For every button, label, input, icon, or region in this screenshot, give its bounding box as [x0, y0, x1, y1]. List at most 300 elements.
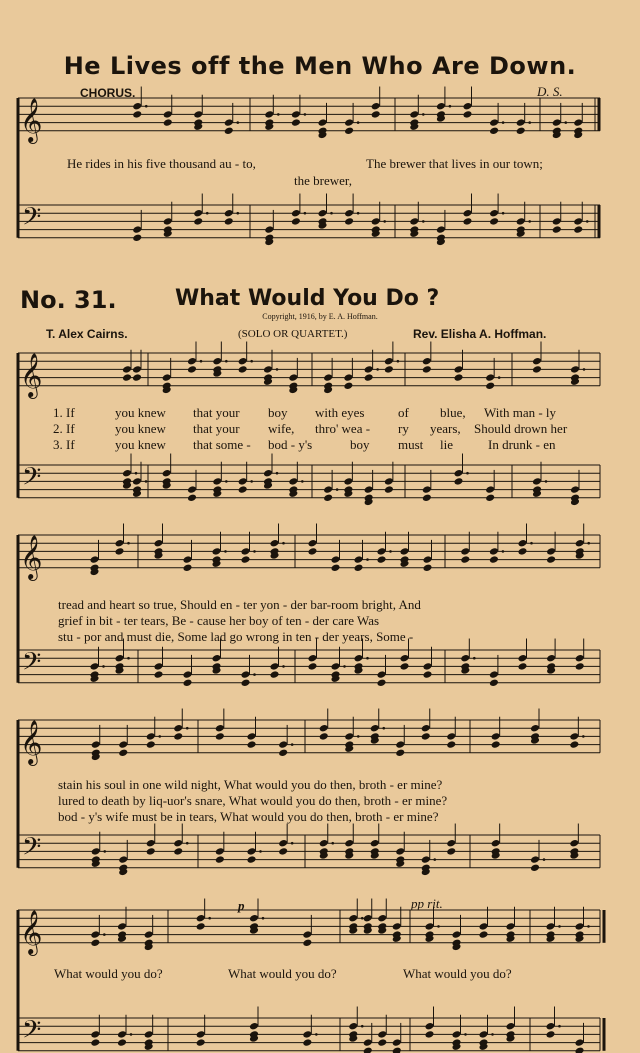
system-2-bass-note [354, 654, 364, 663]
system-1-bass-note-dot [545, 480, 548, 483]
system-4-bass-note-dot [361, 1025, 364, 1028]
system-2-treble-note [154, 539, 164, 548]
top-system-treble-note [193, 110, 203, 119]
system-4-bass-note [452, 1030, 462, 1039]
system-1-bass-clef: 𝄢 [22, 462, 42, 498]
top-system-treble-note [318, 118, 328, 127]
s2-verse1: tread and heart so true, Should en - ter yon - der bar-room bright, And [58, 597, 421, 612]
system-1-treble-note [212, 357, 222, 366]
system-2-treble-note [354, 564, 364, 573]
system-4-bass-note [302, 1030, 312, 1039]
system-3-treble-note [421, 724, 431, 733]
system-2-treble-note [377, 547, 387, 556]
system-1-bass-note [485, 485, 495, 494]
top-system-bass-note-dot [357, 212, 360, 215]
system-3-bass-note [530, 864, 540, 873]
system-4-bass-note [575, 1038, 585, 1047]
system-2-treble-note [546, 547, 556, 556]
system-1-treble-note [364, 365, 374, 374]
system-3-treble-note [146, 740, 156, 749]
system-4-treble-note [363, 914, 373, 923]
top-system-treble-note-dot [145, 105, 148, 108]
system-2-treble-note [308, 539, 318, 548]
system-1-bass-note-dot [135, 472, 138, 475]
top-system-treble-note [291, 118, 301, 127]
system-3-treble-note [173, 724, 183, 733]
system-3-bass-note-dot [543, 858, 546, 861]
system-2-treble-note-dot [224, 550, 227, 553]
top-system-treble-note [371, 102, 381, 111]
system-1-treble-note-dot [200, 360, 203, 363]
top-system-treble-note [224, 118, 234, 127]
system-4-treble-note [90, 930, 100, 939]
system-4-bass-note [425, 1022, 435, 1031]
system-3-treble-note [446, 740, 456, 749]
system-2-bass-note [154, 670, 164, 679]
system-4-bass-note-dot [464, 1033, 467, 1036]
system-1-treble-note [162, 373, 172, 382]
system-2-treble-note [241, 547, 251, 556]
chorus-label: CHORUS. [80, 86, 136, 100]
system-3-bass-note [370, 839, 380, 848]
system-3-treble-note-dot [158, 735, 161, 738]
system-3-bass-note [118, 855, 128, 864]
top-system-bass-note-dot [383, 220, 386, 223]
system-4-bass-note [575, 1047, 585, 1053]
system-2-treble-note-dot [530, 542, 533, 545]
system-1-treble-note [485, 373, 495, 382]
system-3-treble-note-dot [357, 735, 360, 738]
s1-v3-w1: you knew [115, 437, 166, 452]
system-3-bass-note [344, 839, 354, 848]
top-system-bass-note [489, 209, 499, 218]
system-2-treble-note-dot [502, 550, 505, 553]
s1-v2-w0: 2. If [53, 421, 75, 436]
top-system-bass-note [573, 225, 583, 234]
system-1-treble-note [532, 357, 542, 366]
system-3-treble-note [421, 732, 431, 741]
top-system-treble-note-dot [277, 113, 280, 116]
system-2-treble-note [115, 539, 125, 548]
s4-refrain-1: What would you do? [54, 966, 163, 981]
top-system-treble-note [132, 102, 142, 111]
system-2-bass-note-dot [282, 665, 285, 668]
system-2-bass-note-dot [127, 657, 130, 660]
system-1-bass-note [122, 469, 132, 478]
system-4-bass-note [249, 1022, 259, 1031]
top-system-bass-note [193, 217, 203, 226]
top-system-bass-note [371, 217, 381, 226]
system-3-treble-clef: 𝄞 [20, 719, 43, 764]
system-1-treble-note [422, 357, 432, 366]
s1-v3-w6: lie [440, 437, 453, 452]
top-system-treble-note-dot [528, 121, 531, 124]
song-title: What Would You Do ? [175, 286, 440, 311]
top-system-treble-note [436, 102, 446, 111]
system-4-treble-note [348, 914, 358, 923]
system-4-bass-note [377, 1030, 387, 1039]
system-1-bass-note [323, 494, 333, 503]
system-1-treble-note-dot [498, 376, 501, 379]
system-1-bass-note [132, 477, 142, 486]
system-3-treble-note [530, 724, 540, 733]
top-system-treble-note [409, 110, 419, 119]
system-1-treble-note-dot [583, 368, 586, 371]
system-4-bass-note [144, 1030, 154, 1039]
s1-v3-w2: that some - [193, 437, 251, 452]
s1-v2-w2: that your [193, 421, 240, 436]
system-1-bass-note-dot [145, 480, 148, 483]
system-2-treble-note [489, 555, 499, 564]
system-2-bass-note [183, 670, 193, 679]
top-system-bass-note-dot [502, 212, 505, 215]
system-4-treble-note [196, 922, 206, 931]
system-2-treble-note [489, 547, 499, 556]
system-3-bass-note [491, 839, 501, 848]
system-4-treble-note-dot [437, 925, 440, 928]
top-system-bass-note [516, 217, 526, 226]
top-system-bass-staff [18, 202, 600, 238]
s4-refrain-3: What would you do? [403, 966, 512, 981]
system-3-bass-note-dot [331, 842, 334, 845]
system-1-treble-note [485, 382, 495, 391]
system-2-bass-note [489, 670, 499, 679]
system-2-treble-note [183, 564, 193, 573]
system-1-bass-note [485, 494, 495, 503]
top-system-treble-note [291, 110, 301, 119]
system-2-treble-note [212, 547, 222, 556]
system-4-treble-note-dot [103, 933, 106, 936]
top-system-treble-note [224, 127, 234, 136]
system-4-treble-note [546, 922, 556, 931]
top-system-treble-note-dot [236, 121, 239, 124]
system-3-bass-note [173, 839, 183, 848]
system-4-treble-note [377, 914, 387, 923]
system-1-treble-note [263, 365, 273, 374]
system-3-treble-note [319, 724, 329, 733]
top-system-bass-note [224, 217, 234, 226]
system-3-bass-note [421, 855, 431, 864]
system-2-bass-note [241, 679, 251, 688]
s1-v2-w1: you knew [115, 421, 166, 436]
system-1-bass-note [238, 485, 248, 494]
top-system-treble-note-dot [357, 121, 360, 124]
top-system-treble-note [489, 127, 499, 136]
top-system-treble-note [463, 110, 473, 119]
system-3-bass-note-dot [103, 850, 106, 853]
system-3-bass-note [530, 855, 540, 864]
system-4-bass-note-dot [491, 1033, 494, 1036]
system-4-bass-note [479, 1030, 489, 1039]
system-4-bass-note [302, 1038, 312, 1047]
composer: T. Alex Cairns. [46, 327, 128, 341]
top-system-treble-note [344, 127, 354, 136]
copyright-line: Copyright, 1916, by E. A. Hoffman. [262, 312, 378, 321]
system-4-treble-note-dot [587, 925, 590, 928]
system-1-bass-note [384, 485, 394, 494]
system-3-bass-note [91, 847, 101, 856]
system-2-treble-note-dot [127, 542, 130, 545]
system-1-treble-note [132, 373, 142, 382]
system-2-bass-note [377, 679, 387, 688]
system-3-treble-note [395, 740, 405, 749]
system-2-treble-note [354, 555, 364, 564]
system-4-treble-note [479, 930, 489, 939]
top-lyric-1: He rides in his five thousand au - to, [67, 156, 256, 171]
top-system-bass-note-dot [586, 220, 589, 223]
s1-v1-w0: 1. If [53, 405, 75, 420]
system-4-bass-note [348, 1022, 358, 1031]
system-2-bass-note [308, 662, 318, 671]
system-3-treble-note [278, 740, 288, 749]
system-4-bass-note-dot [558, 1025, 561, 1028]
system-1-treble-note [122, 373, 132, 382]
top-system-bass-note [409, 217, 419, 226]
system-2-bass-clef: 𝄢 [22, 647, 42, 683]
system-3-bass-note [319, 839, 329, 848]
system-3-bass-note [215, 855, 225, 864]
system-1-bass-note [422, 485, 432, 494]
system-2-bass-note [308, 654, 318, 663]
system-1-treble-note [122, 365, 132, 374]
system-2-treble-note [377, 555, 387, 564]
system-2-treble-note [400, 547, 410, 556]
system-4-bass-note [196, 1038, 206, 1047]
top-system-treble-note-dot [564, 121, 567, 124]
system-2-bass-note [575, 662, 585, 671]
system-3-bass-note [446, 847, 456, 856]
system-2-bass-note [575, 654, 585, 663]
top-system-treble-note [371, 110, 381, 119]
top-song-title: He Lives off the Men Who Are Down. [63, 52, 577, 80]
top-system-bass-note [573, 217, 583, 226]
system-2-treble-note [331, 564, 341, 573]
system-3-treble-note [491, 732, 501, 741]
system-3-treble-note [247, 732, 257, 741]
system-3-bass-note [146, 839, 156, 848]
system-4-treble-clef: 𝄞 [20, 909, 43, 954]
system-2-bass-note-dot [343, 665, 346, 668]
system-3-bass-note-dot [259, 850, 262, 853]
top-system-bass-note [344, 209, 354, 218]
arrangement-note: (SOLO OR QUARTET.) [238, 328, 348, 340]
system-2-treble-note [241, 555, 251, 564]
s1-v2-w5: ry [398, 421, 409, 436]
system-3-treble-note-dot [582, 735, 585, 738]
system-2-treble-note [518, 539, 528, 548]
top-system-bass-note [463, 209, 473, 218]
top-system-bass-note [436, 225, 446, 234]
system-1-treble-clef: 𝄞 [20, 352, 43, 397]
s1-v3-w3: bod - y's [268, 437, 313, 452]
system-1-treble-note [187, 357, 197, 366]
system-2-treble-note [460, 547, 470, 556]
system-2-treble-note [575, 539, 585, 548]
system-1-treble-note [532, 365, 542, 374]
system-3-treble-note [215, 732, 225, 741]
top-system-treble-note-dot [304, 113, 307, 116]
system-3-bass-note [215, 847, 225, 856]
s3-verse3: bod - y's wife must be in tears, What would you do then, broth - er mine? [58, 809, 439, 824]
system-3-treble-note [278, 749, 288, 758]
system-2-bass-note [489, 679, 499, 688]
top-system-treble-note [516, 118, 526, 127]
system-1-bass-note [187, 494, 197, 503]
system-3-bass-note [247, 855, 257, 864]
system-1-bass-note [162, 469, 172, 478]
system-1-bass-note [263, 469, 273, 478]
system-1-treble-note [238, 365, 248, 374]
system-1-treble-note [343, 382, 353, 391]
system-2-bass-note [270, 670, 280, 679]
system-4-bass-note [117, 1030, 127, 1039]
top-system-bass-note [552, 217, 562, 226]
top-system-bass-note [318, 209, 328, 218]
system-3-bass-note [569, 839, 579, 848]
system-1-treble-note [570, 365, 580, 374]
system-1-bass-note-dot [466, 472, 469, 475]
system-3-treble-note [344, 732, 354, 741]
system-2-treble-note [546, 555, 556, 564]
s3-verse1: stain his soul in one wild night, What would you do then, broth - er mine? [58, 777, 443, 792]
system-4-bass-note [90, 1030, 100, 1039]
top-system-treble-note [573, 118, 583, 127]
system-1-bass-note [454, 469, 464, 478]
system-2-bass-note-dot [102, 665, 105, 668]
top-system-bass-note-dot [236, 212, 239, 215]
system-2-bass-note [212, 654, 222, 663]
s1-v1-w7: With man - ly [484, 405, 557, 420]
system-1-bass-note-dot [301, 480, 304, 483]
top-system-bass-note-dot [330, 212, 333, 215]
system-1-treble-note-dot [276, 368, 279, 371]
system-1-treble-note [384, 357, 394, 366]
system-1-bass-note [343, 477, 353, 486]
top-system-bass-note [463, 217, 473, 226]
system-3-treble-note [569, 740, 579, 749]
system-2-bass-note [546, 654, 556, 663]
system-1-bass-note [238, 477, 248, 486]
system-4-bass-note [90, 1038, 100, 1047]
system-1-bass-note [422, 494, 432, 503]
system-4-treble-note [117, 922, 127, 931]
top-system-treble-note [163, 118, 173, 127]
s1-v2-w6: years, [430, 421, 461, 436]
s1-v1-w1: you knew [115, 405, 166, 420]
top-system-treble-note [489, 118, 499, 127]
system-3-bass-note [146, 847, 156, 856]
lyricist: Rev. Elisha A. Hoffman. [413, 327, 547, 341]
system-1-treble-note-dot [397, 360, 400, 363]
system-1-treble-note [454, 373, 464, 382]
s2-verse2: grief in bit - ter tears, Be - cause her boy of ten - der care Was [58, 613, 380, 628]
system-3-treble-note [247, 740, 257, 749]
system-4-treble-note [452, 930, 462, 939]
s1-v2-w4: thro' wea - [315, 421, 371, 436]
system-3-treble-staff [18, 720, 600, 753]
system-1-treble-note [238, 357, 248, 366]
system-2-treble-note-dot [253, 550, 256, 553]
system-2-treble-note [423, 555, 433, 564]
system-2-treble-clef: 𝄞 [20, 534, 43, 579]
system-2-treble-note [518, 547, 528, 556]
system-4-treble-note [392, 922, 402, 931]
system-1-treble-note-dot [225, 360, 228, 363]
system-3-treble-note [319, 732, 329, 741]
system-2-bass-note [423, 670, 433, 679]
top-system-treble-note [344, 118, 354, 127]
system-2-treble-note-dot [282, 542, 285, 545]
system-1-treble-staff [18, 353, 600, 386]
top-lyric-1b: The brewer that lives in our town; [366, 156, 543, 171]
top-system-treble-note [516, 127, 526, 136]
system-4-treble-note [144, 930, 154, 939]
top-system-bass-note [264, 225, 274, 234]
system-1-bass-note-dot [225, 480, 228, 483]
system-2-bass-note-dot [473, 657, 476, 660]
top-system-bass-note [132, 234, 142, 243]
top-system-treble-note-dot [422, 113, 425, 116]
system-4-bass-note [506, 1022, 516, 1031]
top-system-bass-note [193, 209, 203, 218]
system-1-treble-note [422, 365, 432, 374]
system-2-bass-note [377, 670, 387, 679]
system-1-bass-note [288, 477, 298, 486]
system-3-treble-note [173, 732, 183, 741]
system-1-treble-note-dot [250, 360, 253, 363]
s1-v3-w7: In drunk - en [488, 437, 556, 452]
system-4-treble-note-dot [262, 917, 265, 920]
system-1-bass-note [570, 485, 580, 494]
system-2-treble-note [90, 555, 100, 564]
system-4-bass-note [117, 1038, 127, 1047]
top-system-treble-note [132, 110, 142, 119]
ds-label: D. S. [537, 84, 563, 99]
system-3-bass-note [395, 847, 405, 856]
s1-v3-w5: must [398, 437, 424, 452]
system-4-bass-note [546, 1030, 556, 1039]
system-1-bass-note [323, 485, 333, 494]
system-4-bass-clef: 𝄢 [22, 1015, 42, 1051]
s1-v2-w7: Should drown her [474, 421, 568, 436]
system-2-treble-note-dot [587, 542, 590, 545]
system-1-treble-note [454, 365, 464, 374]
s1-v2-w3: wife, [268, 421, 295, 436]
s4-refrain-2: What would you do? [228, 966, 337, 981]
top-system-treble-staff [18, 98, 600, 131]
top-system-bass-note-dot [304, 212, 307, 215]
system-3-bass-note [278, 847, 288, 856]
system-2-bass-note [400, 662, 410, 671]
top-system-treble-note-dot [502, 121, 505, 124]
system-4-treble-note [90, 939, 100, 948]
system-3-bass-note [446, 839, 456, 848]
system-1-bass-staff [18, 462, 600, 498]
system-2-bass-note [115, 654, 125, 663]
s1-v1-w2: that your [193, 405, 240, 420]
top-system-bass-note [489, 217, 499, 226]
system-4-treble-note [506, 922, 516, 931]
system-3-bass-note [247, 847, 257, 856]
system-4-treble-note-dot [208, 917, 211, 920]
top-system-bass-note [552, 225, 562, 234]
system-3-treble-note [215, 724, 225, 733]
system-4-bass-note [363, 1038, 373, 1047]
system-4-treble-note [249, 914, 259, 923]
system-1-treble-note-dot [376, 368, 379, 371]
system-4-bass-note [363, 1047, 373, 1053]
system-4-treble-note [479, 922, 489, 931]
